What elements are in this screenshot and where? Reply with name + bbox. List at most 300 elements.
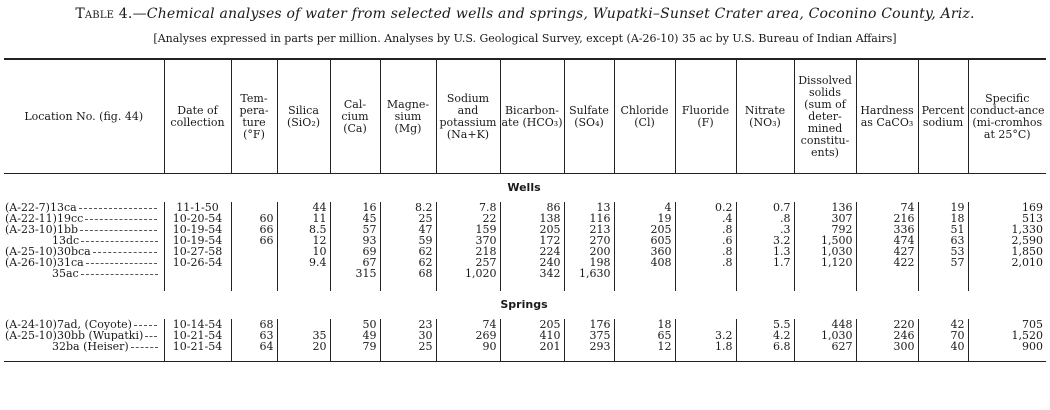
- value-text: 900: [1022, 341, 1043, 352]
- value-text: 18: [950, 213, 965, 224]
- value-cell: [794, 224, 856, 235]
- value-cell: [380, 202, 436, 213]
- spacer-cell: [380, 279, 436, 291]
- value-text: 20: [312, 341, 327, 352]
- section-heading: Springs: [500, 298, 548, 311]
- value-cell: [968, 330, 1046, 341]
- value-cell: [564, 246, 614, 257]
- spacer-cell: [968, 279, 1046, 291]
- value-text: 64: [259, 341, 274, 352]
- spacer-row: [4, 352, 1046, 362]
- table-body: [4, 174, 1046, 362]
- value-cell: [614, 235, 675, 246]
- value-text: 136: [831, 202, 853, 213]
- value-text: 66: [259, 224, 274, 235]
- value-text: 1,850: [1011, 246, 1043, 257]
- value-text: 65: [657, 330, 672, 341]
- value-cell: [856, 319, 918, 330]
- value-text: 375: [589, 330, 611, 341]
- value-text: 270: [589, 235, 611, 246]
- value-cell: [736, 341, 794, 352]
- value-text: 57: [950, 257, 965, 268]
- value-cell: [231, 330, 277, 341]
- value-cell: [564, 235, 614, 246]
- value-text: 1.7: [773, 257, 791, 268]
- value-cell: [330, 246, 380, 257]
- value-cell: [794, 246, 856, 257]
- value-cell: [500, 224, 564, 235]
- column-header: Date of collection: [164, 59, 231, 174]
- value-cell: [436, 213, 500, 224]
- value-text: .8: [722, 224, 733, 235]
- header-row: [4, 59, 1046, 174]
- value-text: 218: [475, 246, 497, 257]
- table-row: [4, 330, 1046, 341]
- value-text: 1.3: [773, 246, 791, 257]
- value-cell: [330, 257, 380, 268]
- value-text: 1.8: [715, 341, 733, 352]
- value-cell: [614, 341, 675, 352]
- value-cell: [436, 319, 500, 330]
- value-text: 19: [657, 213, 672, 224]
- value-cell: [675, 202, 736, 213]
- value-text: 300: [893, 341, 915, 352]
- value-cell: [794, 235, 856, 246]
- location-label: (A-26-10)31ca: [5, 257, 84, 268]
- value-cell: [164, 224, 231, 235]
- table-row: [4, 319, 1046, 330]
- value-cell: [614, 257, 675, 268]
- value-cell: [736, 257, 794, 268]
- table-row: [4, 224, 1046, 235]
- value-cell: [794, 202, 856, 213]
- value-cell: [856, 330, 918, 341]
- value-text: 257: [475, 257, 497, 268]
- value-cell: [380, 268, 436, 279]
- table-caption: —Chemical analyses of water from selected wells and springs, Wupatki–Sunset Crater area, Coconino County, Ariz.: [132, 6, 975, 22]
- value-text: 627: [831, 341, 853, 352]
- value-cell: [564, 330, 614, 341]
- value-cell: [675, 257, 736, 268]
- value-cell: [675, 268, 736, 279]
- column-header: Tem-pera-ture (°F): [231, 59, 277, 174]
- value-text: 57: [362, 224, 377, 235]
- value-text: .6: [722, 235, 733, 246]
- section-heading: Wells: [507, 181, 541, 194]
- value-text: 62: [418, 246, 433, 257]
- value-cell: [330, 319, 380, 330]
- value-cell: [436, 246, 500, 257]
- value-text: 22: [482, 213, 497, 224]
- value-text: 159: [475, 224, 497, 235]
- value-cell: [918, 235, 968, 246]
- location-cell: [4, 319, 164, 330]
- column-header: Location No. (fig. 44): [24, 109, 144, 123]
- location-cell: [4, 341, 164, 352]
- value-cell: [330, 224, 380, 235]
- value-text: 3.2: [773, 235, 791, 246]
- value-cell: [968, 341, 1046, 352]
- value-cell: [736, 235, 794, 246]
- column-header: Fluoride (F): [675, 59, 736, 174]
- spacer-cell: [736, 352, 794, 362]
- value-text: 176: [589, 319, 611, 330]
- value-cell: [856, 268, 918, 279]
- value-cell: [675, 224, 736, 235]
- value-text: .3: [780, 224, 791, 235]
- value-text: 45: [362, 213, 377, 224]
- value-cell: [380, 224, 436, 235]
- spacer-cell: [856, 352, 918, 362]
- spacer-cell: [500, 352, 564, 362]
- value-text: 74: [900, 202, 915, 213]
- value-cell: [277, 268, 330, 279]
- value-text: 93: [362, 235, 377, 246]
- value-text: 408: [650, 257, 672, 268]
- value-text: 410: [539, 330, 561, 341]
- value-cell: [330, 330, 380, 341]
- spacer-cell: [231, 279, 277, 291]
- section-row: [4, 291, 1046, 319]
- location-cell: [4, 246, 164, 257]
- value-cell: [500, 246, 564, 257]
- value-text: 10-26-54: [172, 257, 223, 268]
- value-text: 1,500: [821, 235, 853, 246]
- value-text: 246: [893, 330, 915, 341]
- column-header: Sodium and potassium (Na+K): [436, 59, 500, 174]
- value-text: 513: [1022, 213, 1043, 224]
- value-text: 205: [650, 224, 672, 235]
- value-text: 1,030: [821, 246, 853, 257]
- column-header: Percent sodium: [918, 59, 968, 174]
- spacer-cell: [736, 279, 794, 291]
- value-text: 10-19-54: [172, 224, 223, 235]
- value-text: 49: [362, 330, 377, 341]
- value-cell: [564, 341, 614, 352]
- value-cell: [436, 224, 500, 235]
- value-cell: [164, 235, 231, 246]
- value-cell: [164, 257, 231, 268]
- value-text: 172: [539, 235, 561, 246]
- value-cell: [277, 213, 330, 224]
- value-cell: [564, 213, 614, 224]
- value-text: 25: [418, 341, 433, 352]
- spacer-cell: [794, 279, 856, 291]
- value-text: 7.8: [479, 202, 497, 213]
- value-text: 67: [362, 257, 377, 268]
- value-text: 44: [312, 202, 327, 213]
- value-cell: [231, 202, 277, 213]
- spacer-cell: [614, 279, 675, 291]
- value-text: 63: [259, 330, 274, 341]
- value-text: 205: [539, 319, 561, 330]
- leader-dots: [81, 241, 158, 242]
- value-text: 4: [664, 202, 672, 213]
- value-cell: [736, 319, 794, 330]
- value-cell: [968, 319, 1046, 330]
- spacer-cell: [330, 279, 380, 291]
- value-cell: [614, 213, 675, 224]
- value-cell: [436, 330, 500, 341]
- leader-dots: [134, 325, 157, 326]
- value-cell: [164, 246, 231, 257]
- value-cell: [380, 319, 436, 330]
- value-cell: [500, 319, 564, 330]
- column-header: Chloride (Cl): [614, 59, 675, 174]
- value-cell: [968, 213, 1046, 224]
- spacer-cell: [918, 352, 968, 362]
- value-cell: [231, 235, 277, 246]
- value-text: 12: [657, 341, 672, 352]
- value-cell: [164, 268, 231, 279]
- value-cell: [277, 235, 330, 246]
- value-text: 62: [418, 257, 433, 268]
- value-text: 213: [589, 224, 611, 235]
- value-text: 63: [950, 235, 965, 246]
- value-cell: [675, 319, 736, 330]
- value-cell: [918, 319, 968, 330]
- value-cell: [794, 268, 856, 279]
- spacer-cell: [968, 352, 1046, 362]
- spacer-cell: [380, 352, 436, 362]
- value-cell: [794, 341, 856, 352]
- spacer-cell: [436, 352, 500, 362]
- value-cell: [436, 257, 500, 268]
- value-text: .8: [722, 246, 733, 257]
- value-cell: [968, 268, 1046, 279]
- value-text: 66: [259, 235, 274, 246]
- value-text: 705: [1022, 319, 1043, 330]
- value-text: 40: [950, 341, 965, 352]
- table-row: [4, 202, 1046, 213]
- value-cell: [918, 224, 968, 235]
- spacer-cell: [164, 279, 231, 291]
- value-cell: [231, 246, 277, 257]
- spacer-cell: [614, 352, 675, 362]
- value-text: 336: [893, 224, 915, 235]
- value-text: 427: [893, 246, 915, 257]
- value-text: 8.5: [309, 224, 327, 235]
- value-text: 5.5: [773, 319, 791, 330]
- value-text: 448: [831, 319, 853, 330]
- value-cell: [500, 213, 564, 224]
- location-label: (A-25-10)30bca: [5, 246, 91, 257]
- value-cell: [231, 224, 277, 235]
- location-label: 35ac: [52, 268, 79, 279]
- value-text: 169: [1022, 202, 1043, 213]
- value-text: 200: [589, 246, 611, 257]
- value-cell: [675, 235, 736, 246]
- spacer-cell: [277, 279, 330, 291]
- location-cell: [4, 202, 164, 213]
- value-text: 116: [589, 213, 611, 224]
- value-cell: [164, 213, 231, 224]
- value-cell: [277, 257, 330, 268]
- spacer-cell: [500, 279, 564, 291]
- spacer-cell: [675, 352, 736, 362]
- value-text: 19: [950, 202, 965, 213]
- spacer-cell: [856, 279, 918, 291]
- leader-dots: [79, 208, 157, 209]
- leader-dots: [93, 252, 157, 253]
- value-cell: [794, 319, 856, 330]
- value-text: 4.2: [773, 330, 791, 341]
- location-cell: [4, 235, 164, 246]
- spacer-cell: [277, 352, 330, 362]
- value-cell: [856, 202, 918, 213]
- leader-dots: [81, 274, 158, 275]
- value-cell: [856, 257, 918, 268]
- value-cell: [277, 319, 330, 330]
- value-cell: [380, 246, 436, 257]
- value-text: 1,630: [579, 268, 611, 279]
- value-cell: [968, 202, 1046, 213]
- value-cell: [436, 341, 500, 352]
- spacer-cell: [436, 279, 500, 291]
- spacer-cell: [4, 352, 164, 362]
- value-cell: [736, 246, 794, 257]
- value-cell: [918, 213, 968, 224]
- value-cell: [968, 246, 1046, 257]
- location-label: (A-23-10)1bb: [5, 224, 79, 235]
- value-cell: [277, 224, 330, 235]
- column-header: Magne-sium (Mg): [380, 59, 436, 174]
- location-cell: [4, 224, 164, 235]
- value-cell: [164, 202, 231, 213]
- value-cell: [500, 268, 564, 279]
- value-cell: [794, 257, 856, 268]
- value-text: 216: [893, 213, 915, 224]
- value-text: 59: [418, 235, 433, 246]
- value-text: 51: [950, 224, 965, 235]
- value-cell: [277, 202, 330, 213]
- table-row: [4, 235, 1046, 246]
- value-cell: [614, 224, 675, 235]
- column-header: Silica (SiO₂): [277, 59, 330, 174]
- value-text: .8: [722, 257, 733, 268]
- value-text: 10-19-54: [172, 235, 223, 246]
- column-header: Sulfate (SO₄): [564, 59, 614, 174]
- value-cell: [856, 213, 918, 224]
- value-text: 0.2: [715, 202, 733, 213]
- value-cell: [918, 268, 968, 279]
- table-row: [4, 213, 1046, 224]
- value-cell: [164, 341, 231, 352]
- location-label: (A-24-10)7ad, (Coyote): [5, 319, 132, 330]
- spacer-cell: [675, 279, 736, 291]
- spacer-cell: [564, 279, 614, 291]
- value-text: 360: [650, 246, 672, 257]
- value-cell: [231, 213, 277, 224]
- value-cell: [500, 202, 564, 213]
- column-header: Specific conduct-ance (mi-cromhos at 25°C): [968, 59, 1046, 174]
- value-text: 50: [362, 319, 377, 330]
- value-cell: [330, 202, 380, 213]
- value-cell: [436, 268, 500, 279]
- table-row: [4, 268, 1046, 279]
- value-cell: [736, 330, 794, 341]
- value-text: 10-27-58: [172, 246, 223, 257]
- location-label: (A-25-10)30bb (Wupatki): [5, 330, 144, 341]
- value-cell: [231, 341, 277, 352]
- value-cell: [675, 213, 736, 224]
- value-cell: [231, 257, 277, 268]
- value-cell: [277, 341, 330, 352]
- value-cell: [380, 341, 436, 352]
- value-text: 11-1-50: [176, 202, 219, 213]
- value-cell: [380, 235, 436, 246]
- value-cell: [614, 319, 675, 330]
- value-cell: [968, 235, 1046, 246]
- value-text: 315: [355, 268, 377, 279]
- value-cell: [500, 341, 564, 352]
- value-cell: [330, 213, 380, 224]
- value-cell: [968, 257, 1046, 268]
- value-text: 370: [475, 235, 497, 246]
- spacer-cell: [330, 352, 380, 362]
- leader-dots: [145, 336, 157, 337]
- value-cell: [675, 246, 736, 257]
- value-text: 68: [418, 268, 433, 279]
- value-cell: [330, 341, 380, 352]
- value-text: 10-21-54: [172, 330, 223, 341]
- value-text: 12: [312, 235, 327, 246]
- value-cell: [856, 341, 918, 352]
- leader-dots: [80, 230, 157, 231]
- value-text: 422: [893, 257, 915, 268]
- value-text: 69: [362, 246, 377, 257]
- spacer-cell: [4, 279, 164, 291]
- value-text: 25: [418, 213, 433, 224]
- spacer-cell: [231, 352, 277, 362]
- value-text: 1,330: [1011, 224, 1043, 235]
- value-cell: [436, 235, 500, 246]
- value-text: 2,010: [1011, 257, 1043, 268]
- value-cell: [277, 330, 330, 341]
- value-cell: [564, 224, 614, 235]
- value-text: 9.4: [309, 257, 327, 268]
- value-cell: [330, 268, 380, 279]
- value-cell: [614, 246, 675, 257]
- location-cell: [4, 213, 164, 224]
- value-text: 0.7: [773, 202, 791, 213]
- value-text: 10-14-54: [172, 319, 223, 330]
- value-text: 23: [418, 319, 433, 330]
- value-text: 60: [259, 213, 274, 224]
- value-text: .4: [722, 213, 733, 224]
- value-text: 293: [589, 341, 611, 352]
- value-cell: [231, 268, 277, 279]
- value-cell: [380, 330, 436, 341]
- value-cell: [330, 235, 380, 246]
- leader-dots: [86, 263, 157, 264]
- value-cell: [856, 235, 918, 246]
- value-text: 10: [312, 246, 327, 257]
- value-text: 53: [950, 246, 965, 257]
- value-text: 13: [596, 202, 611, 213]
- value-text: 1,030: [821, 330, 853, 341]
- leader-dots: [85, 219, 157, 220]
- value-cell: [968, 224, 1046, 235]
- value-text: 18: [657, 319, 672, 330]
- spacer-cell: [564, 352, 614, 362]
- value-cell: [794, 330, 856, 341]
- location-cell: [4, 268, 164, 279]
- value-cell: [380, 257, 436, 268]
- value-text: 86: [546, 202, 561, 213]
- value-text: 205: [539, 224, 561, 235]
- value-text: 10-20-54: [172, 213, 223, 224]
